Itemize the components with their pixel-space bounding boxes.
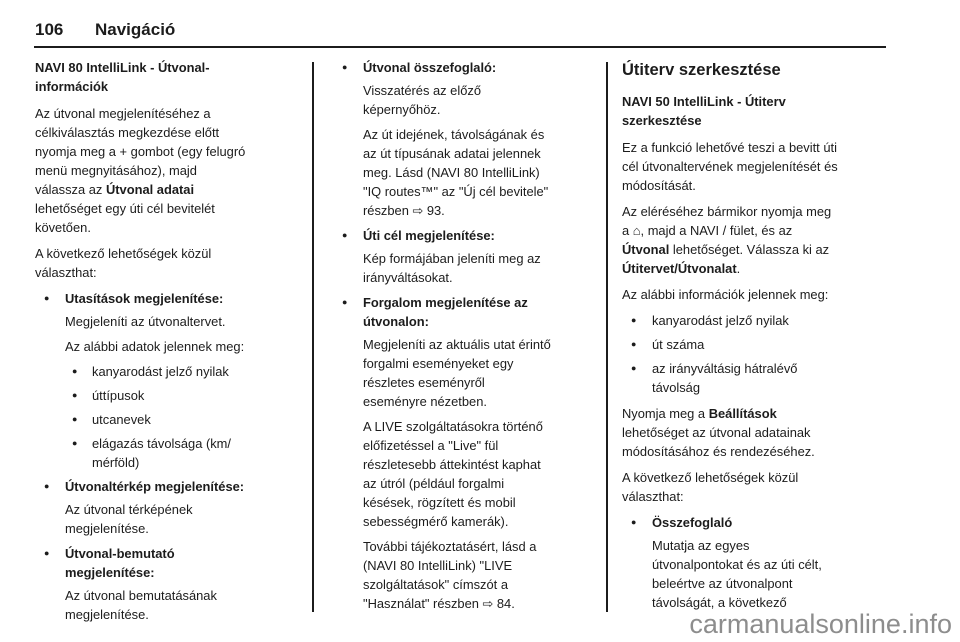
bullet-icon: ●	[44, 481, 50, 491]
section-heading: NAVI 50 IntelliLink - Útiterv szerkesztése	[622, 94, 786, 128]
list-item	[333, 226, 601, 287]
sub-list-item	[622, 335, 894, 354]
column-separator	[606, 62, 608, 612]
bullet-icon: ●	[72, 390, 78, 400]
bullet-icon: ●	[44, 548, 50, 558]
list-item-description: További tájékoztatásért, lásd a (NAVI 80 IntelliLink) "LIVE szolgáltatások" címszót a "Használat" részben ⇨ 84.	[363, 539, 537, 611]
sub-list-item-text: elágazás távolsága (km/ mérföld)	[92, 436, 232, 470]
list-item-description: Megjeleníti az útvonaltervet.	[65, 314, 226, 329]
menu-option-label: Útvonal-bemutató megjelenítése:	[65, 546, 175, 580]
bullet-icon: ●	[342, 230, 348, 240]
list-item	[622, 513, 894, 612]
list-item	[35, 477, 307, 538]
list-item	[333, 58, 601, 220]
bullet-icon: ●	[72, 366, 78, 376]
paragraph: A következő lehetőségek közül választhat:	[35, 246, 212, 280]
sub-list-item	[35, 386, 307, 405]
paragraph: Ez a funkció lehetővé teszi a bevitt úti cél útvonaltervének megjelenítését és módosítását.	[622, 140, 838, 193]
list-item-description: A LIVE szolgáltatásokra történő előfizetéssel a "Live" fül részletesebb áttekintést kaphat az útról (például forgalmi késések, rögzített és mobil sebességmérő kamerák).	[363, 419, 543, 529]
sub-list-item-text: kanyarodást jelző nyilak	[652, 313, 789, 328]
list-item-description: Visszatérés az előző képernyőhöz.	[363, 83, 481, 117]
list-item-description: Az útvonal térképének megjelenítése.	[65, 502, 193, 536]
sub-list-item-text: kanyarodást jelző nyilak	[92, 364, 229, 379]
bullet-icon: ●	[631, 315, 637, 325]
chapter-title: Navigáció	[95, 20, 176, 39]
page-number: 106	[35, 20, 64, 39]
paragraph: Az útvonal megjelenítéséhez a célkiválasztás megkezdése előtt nyomja meg a + gombot (egy felugró menü megnyitásához), majd válassza az Útvonal adatai lehetőséget egy úti cél bevitelét követően.	[35, 106, 246, 235]
list-item	[35, 289, 307, 356]
sub-list-item	[622, 359, 894, 397]
bullet-icon: ●	[72, 414, 78, 424]
paragraph: A következő lehetőségek közül választhat:	[622, 470, 799, 504]
paragraph: Nyomja meg a Beállítások lehetőséget az útvonal adatainak módosításához és rendezéséhez.	[622, 406, 815, 459]
sub-list-item-text: út száma	[652, 337, 705, 352]
column-separator	[312, 62, 314, 612]
bullet-icon: ●	[44, 293, 50, 303]
site-watermark: carmanualsonline.info	[689, 609, 952, 639]
column-1	[35, 58, 307, 630]
menu-option-label: Összefoglaló	[652, 515, 733, 530]
list-item-description: Mutatja az egyes útvonalpontokat és az úti célt, beleértve az útvonalpont távolságát, a következő	[652, 538, 822, 610]
menu-option-label: Úti cél megjelenítése:	[363, 228, 495, 243]
list-item-description: Megjeleníti az aktuális utat érintő forgalmi eseményeket egy részletes eseményről eseményre nézetben.	[363, 337, 551, 409]
menu-option-label: Útvonal összefoglaló:	[363, 60, 497, 75]
sub-list-item	[35, 410, 307, 429]
bullet-icon: ●	[631, 363, 637, 373]
list-item	[35, 544, 307, 624]
menu-option-label: Útvonaltérkép megjelenítése:	[65, 479, 245, 494]
section-title: Útiterv szerkesztése	[622, 61, 781, 79]
sub-list-item	[35, 434, 307, 472]
header-rule	[34, 46, 886, 48]
list-item-description: Az alábbi adatok jelennek meg:	[65, 339, 245, 354]
paragraph: Az eléréséhez bármikor nyomja meg a ⌂, majd a NAVI / fület, és az Útvonal lehetőséget. Válassza ki az Útitervet/Útvonalat.	[622, 204, 832, 276]
sub-list-item-text: az irányváltásig hátralévő távolság	[652, 361, 798, 395]
menu-option-label: Utasítások megjelenítése:	[65, 291, 224, 306]
column-2	[333, 58, 601, 619]
bullet-icon: ●	[631, 517, 637, 527]
bullet-icon: ●	[631, 339, 637, 349]
sub-list-item-text: utcanevek	[92, 412, 151, 427]
list-item	[333, 293, 601, 613]
list-item-description: Az út idejének, távolságának és az út típusának adatai jelennek meg. Lásd (NAVI 80 IntelliLink) "IQ routes™" az "Új cél bevitele" részben ⇨ 93.	[363, 127, 549, 218]
bullet-icon: ●	[342, 62, 348, 72]
list-item-description: Kép formájában jeleníti meg az irányváltásokat.	[363, 251, 541, 285]
sub-list-item-text: úttípusok	[92, 388, 145, 403]
section-heading: NAVI 80 IntelliLink - Útvonal- információk	[35, 60, 210, 94]
paragraph: Az alábbi információk jelennek meg:	[622, 287, 829, 302]
sub-list-item	[622, 311, 894, 330]
sub-list-item	[35, 362, 307, 381]
bullet-icon: ●	[342, 297, 348, 307]
list-item-description: Az útvonal bemutatásának megjelenítése.	[65, 588, 217, 622]
menu-option-label: Forgalom megjelenítése az útvonalon:	[363, 295, 528, 329]
column-3	[622, 58, 894, 618]
bullet-icon: ●	[72, 438, 78, 448]
